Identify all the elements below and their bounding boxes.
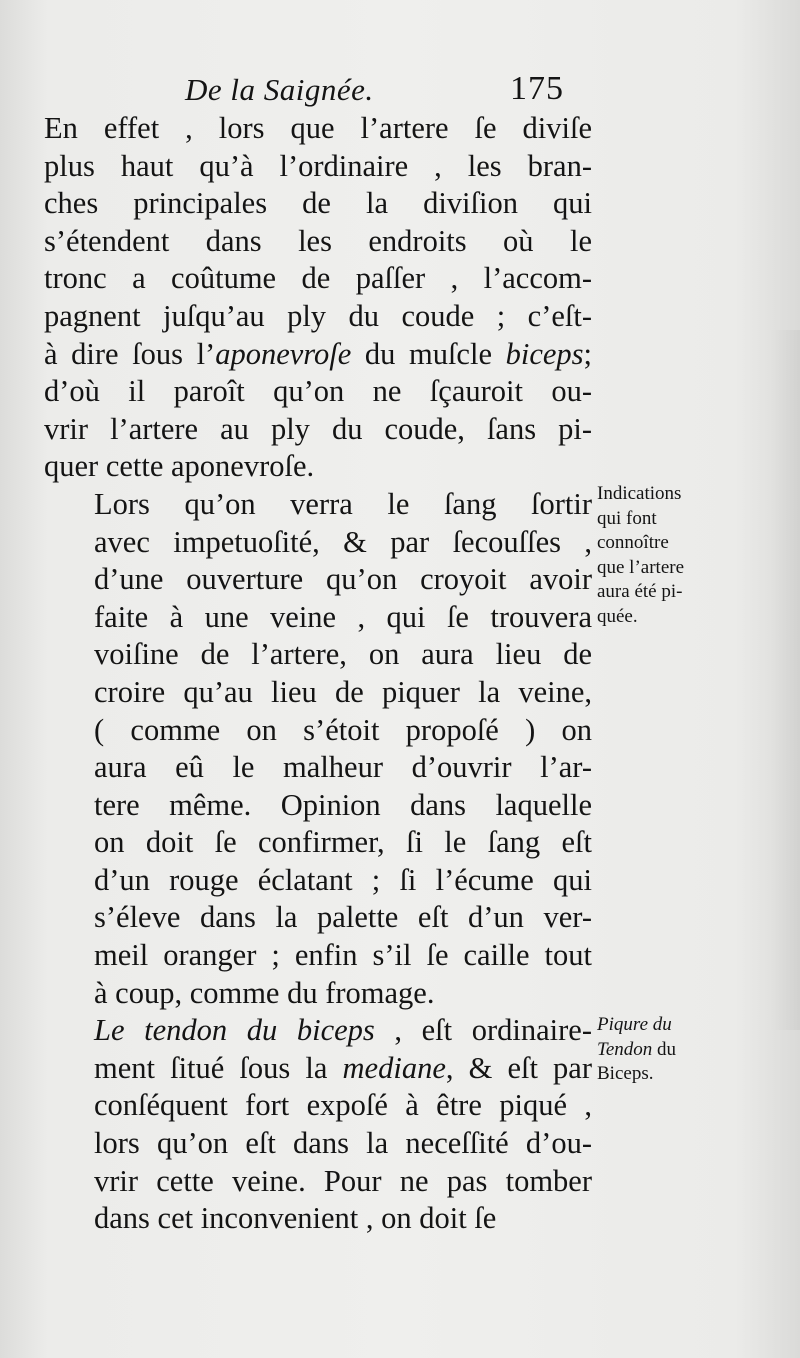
text-run: qui font [597, 507, 657, 529]
text-run: vrir l’artere au ply du coude, ſans pi- [44, 411, 592, 446]
italic-text-run: Le tendon du biceps [94, 1013, 375, 1048]
text-line [44, 223, 592, 261]
text-line [44, 373, 592, 411]
text-run: lors qu’on eſt dans la neceſſité d’ou- [94, 1126, 592, 1161]
running-title: De la Saignée. [185, 72, 374, 107]
page-number: 175 [510, 70, 564, 107]
text-line [44, 787, 592, 825]
text-run: avec impetuoſité, & par ſecouſſes , [94, 524, 592, 559]
text-line [44, 599, 592, 637]
text-line [44, 899, 592, 937]
text-line [44, 712, 592, 750]
text-line [597, 1013, 737, 1038]
text-run: que l’artere [597, 556, 685, 578]
italic-text-run: mediane [342, 1050, 446, 1085]
text-run: d’où il paroît qu’on ne ſçauroit ou- [44, 374, 592, 409]
italic-text-run: biceps [505, 336, 584, 371]
text-line [44, 1087, 592, 1125]
text-line [44, 411, 592, 449]
text-run: En effet , lors que l’artere ſe diviſe [44, 111, 592, 145]
text-run: faite à une veine , qui ſe trouvera [94, 599, 592, 634]
text-line [597, 531, 737, 556]
italic-text-run: Tendon [597, 1038, 653, 1060]
paragraph [44, 110, 592, 486]
text-line [44, 1050, 592, 1088]
page-header [0, 70, 800, 114]
text-run: à coup, comme du fromage. [94, 975, 435, 1010]
text-run: tronc a coûtume de paſſer , l’accom- [44, 261, 592, 296]
text-run: quée. [597, 605, 638, 627]
text-run: dans cet inconvenient , on doit ſe [94, 1201, 497, 1236]
text-line [44, 862, 592, 900]
text-run: ment ſitué ſous la [94, 1050, 343, 1085]
text-run: , & eſt par [445, 1050, 592, 1085]
text-line [44, 260, 592, 298]
text-run: du [652, 1038, 677, 1060]
text-line [44, 1012, 592, 1050]
text-line [44, 636, 592, 674]
text-run: voiſine de l’artere, on aura lieu de [94, 637, 592, 672]
text-line [597, 605, 737, 630]
text-line [597, 556, 737, 581]
margin-note-artery-indications [597, 482, 737, 629]
margin-note-tendon-puncture [597, 1013, 737, 1087]
text-line [44, 1125, 592, 1163]
text-line [597, 482, 737, 507]
text-line [44, 298, 592, 336]
page-edge-shadow [770, 330, 800, 1030]
text-run: Lors qu’on verra le ſang ſortir [94, 486, 592, 521]
text-run: s’éleve dans la palette eſt d’un ver- [94, 900, 592, 935]
text-line [44, 486, 592, 524]
italic-text-run: Piqure du [597, 1014, 672, 1035]
text-run: ( comme on s’étoit propoſé ) on [94, 712, 592, 747]
text-run: d’une ouverture qu’on croyoit avoir [94, 562, 592, 597]
text-run: aura été pi- [597, 581, 683, 602]
paragraph [44, 1012, 592, 1238]
text-line [597, 507, 737, 532]
text-line [44, 336, 592, 374]
text-run: vrir cette veine. Pour ne pas tomber [94, 1163, 592, 1198]
text-run: quer cette aponevroſe. [44, 449, 315, 484]
text-run: croire qu’au lieu de piquer la veine, [94, 674, 592, 709]
text-line [44, 1200, 592, 1238]
text-line [597, 1062, 737, 1087]
text-line [597, 580, 737, 605]
text-line [44, 448, 592, 486]
text-run: aura eû le malheur d’ouvrir l’ar- [94, 750, 592, 785]
text-line [44, 185, 592, 223]
text-line [44, 524, 592, 562]
text-line [44, 674, 592, 712]
text-line [597, 1038, 737, 1063]
text-run: plus haut qu’à l’ordinaire , les bran- [44, 148, 592, 183]
text-run: ches principales de la diviſion qui [44, 186, 592, 221]
text-line [44, 110, 592, 148]
paragraph [44, 486, 592, 1012]
text-run: pagnent juſqu’au ply du coude ; c’eſt- [44, 298, 592, 333]
text-run: , eſt ordinaire- [374, 1013, 592, 1048]
text-line [44, 561, 592, 599]
text-run: d’un rouge éclatant ; ſi l’écume qui [94, 862, 592, 897]
text-line [44, 937, 592, 975]
text-run: connoître [597, 532, 669, 553]
text-run: Biceps. [597, 1063, 654, 1084]
text-run: Indications [597, 483, 682, 504]
text-line [44, 975, 592, 1013]
text-run: on doit ſe confirmer, ſi le ſang eſt [94, 825, 592, 860]
italic-text-run: aponevroſe [215, 336, 352, 371]
text-line [44, 749, 592, 787]
text-run: tere même. Opinion dans laquelle [94, 787, 592, 822]
text-line [44, 1163, 592, 1201]
text-run: meil oranger ; enfin s’il ſe caille tout [94, 938, 592, 973]
text-line [44, 824, 592, 862]
text-run: conſéquent fort expoſé à être piqué , [94, 1088, 592, 1123]
text-run: ; [583, 336, 592, 371]
text-run: s’étendent dans les endroits où le [44, 223, 592, 258]
main-text-column [44, 110, 592, 1238]
text-run: à dire ſous l’ [44, 336, 216, 371]
text-line [44, 148, 592, 186]
text-run: du muſcle [351, 336, 506, 371]
